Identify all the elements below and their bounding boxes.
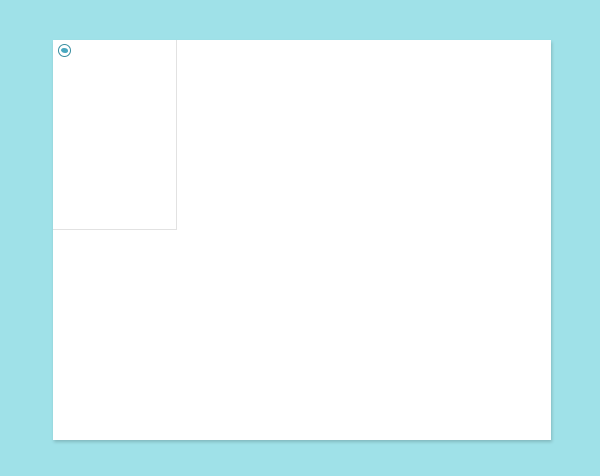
- sticker-sheet: [53, 40, 551, 440]
- brand-logo-icon: [58, 44, 71, 57]
- headers-panel: [53, 40, 177, 230]
